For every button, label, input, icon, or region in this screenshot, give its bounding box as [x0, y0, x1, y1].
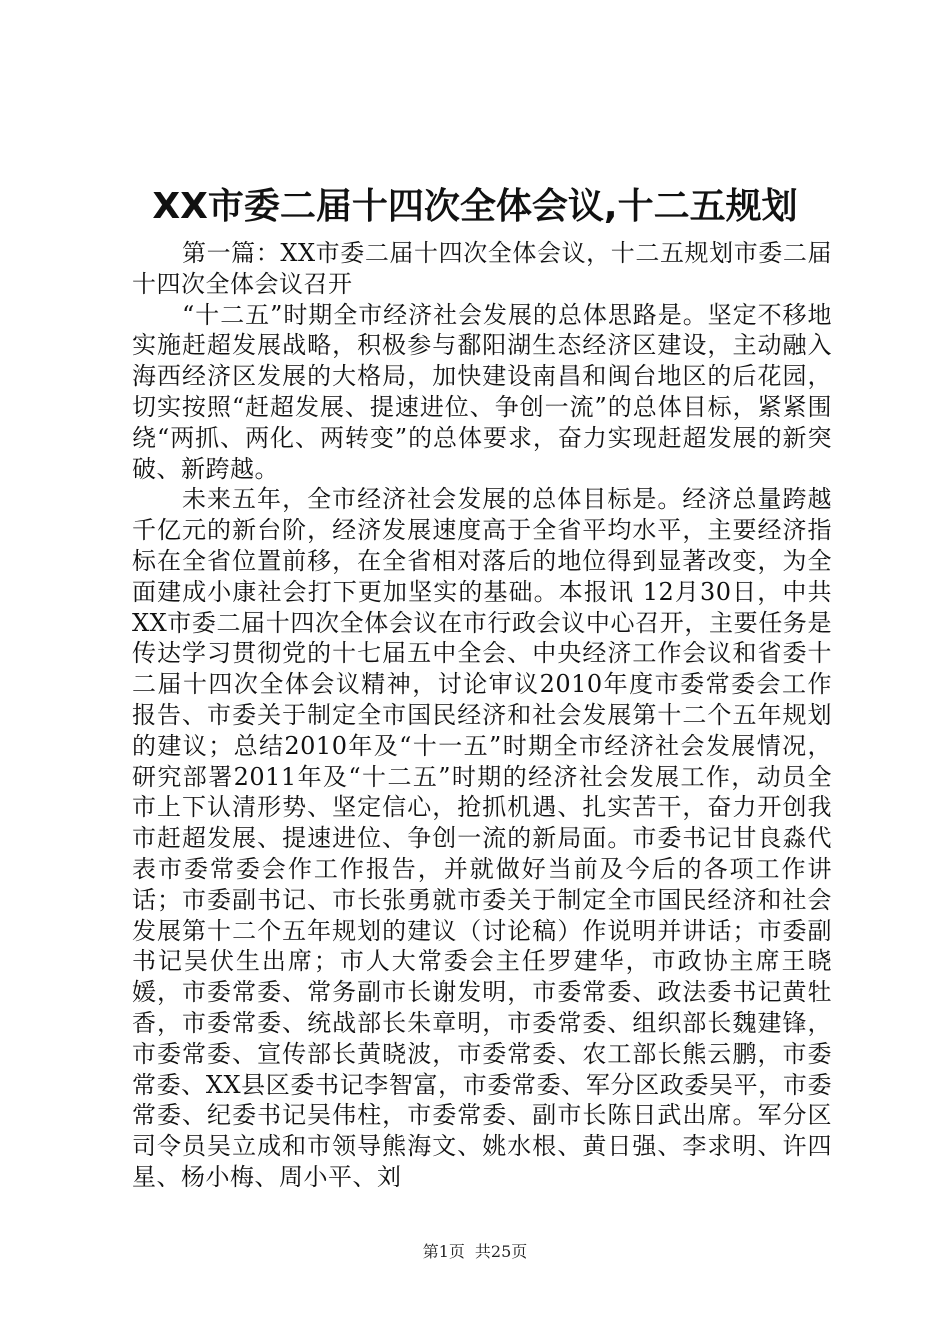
document-body [132, 238, 832, 1193]
page-number-total: 共25页 [474, 1242, 528, 1261]
page-footer [0, 1240, 950, 1264]
paragraph-3: 未来五年，全市经济社会发展的总体目标是。经济总量跨越千亿元的新台阶，经济发展速度高于全省平均水平，主要经济指标在全省位置前移，在全省相对落后的地位得到显著改变，为全面建成小康社会打下更加坚实的基础。本报讯 12月30日，中共XX市委二届十四次全体会议在市行政会议中心召开，主要任务是传达学习贯彻党的十七届五中全会、中央经济工作会议和省委十二届十四次全体会议精神，讨论审议2010年度市委常委会工作报告、市委关于制定全市国民经济和社会发展第十二个五年规划的建议；总结2010年及“十一五”时期全市经济社会发展情况，研究部署2011年及“十二五”时期的经济社会发展工作，动员全市上下认清形势、坚定信心，抢抓机遇、扎实苦干，奋力开创我市赶超发展、提速进位、争创一流的新局面。市委书记甘良淼代表市委常委会作工作报告，并就做好当前及今后的各项工作讲话；市委副书记、市长张勇就市委关于制定全市国民经济和社会发展第十二个五年规划的建议（讨论稿）作说明并讲话；市委副书记吴伏生出席；市人大常委会主任罗建华，市政协主席王晓媛，市委常委、常务副市长谢发明，市委常委、政法委书记黄牡香，市委常委、统战部长朱章明，市委常委、组织部长魏建锋，市委常委、宣传部长黄晓波，市委常委、农工部长熊云鹏，市委常委、XX县区委书记李智富，市委常委、军分区政委吴平，市委常委、纪委书记吴伟柱，市委常委、副市长陈日武出席。军分区司令员吴立成和市领导熊海文、姚水根、黄日强、李求明、许四星、杨小梅、周小平、刘 [132, 485, 832, 1191]
paragraph-1: 第一篇：XX市委二届十四次全体会议，十二五规划市委二届十四次全体会议召开 [132, 239, 832, 298]
paragraph-2: “十二五”时期全市经济社会发展的总体思路是。坚定不移地实施赶超发展战略，积极参与鄱阳湖生态经济区建设，主动融入海西经济区发展的大格局，加快建设南昌和闽台地区的后花园，切实按照“赶超发展、提速进位、争创一流”的总体目标，紧紧围绕“两抓、两化、两转变”的总体要求，奋力实现赶超发展的新突破、新跨越。 [132, 300, 832, 483]
page-number-current: 第1页 [422, 1242, 465, 1261]
document-title: XX市委二届十四次全体会议,十二五规划 [152, 186, 798, 227]
